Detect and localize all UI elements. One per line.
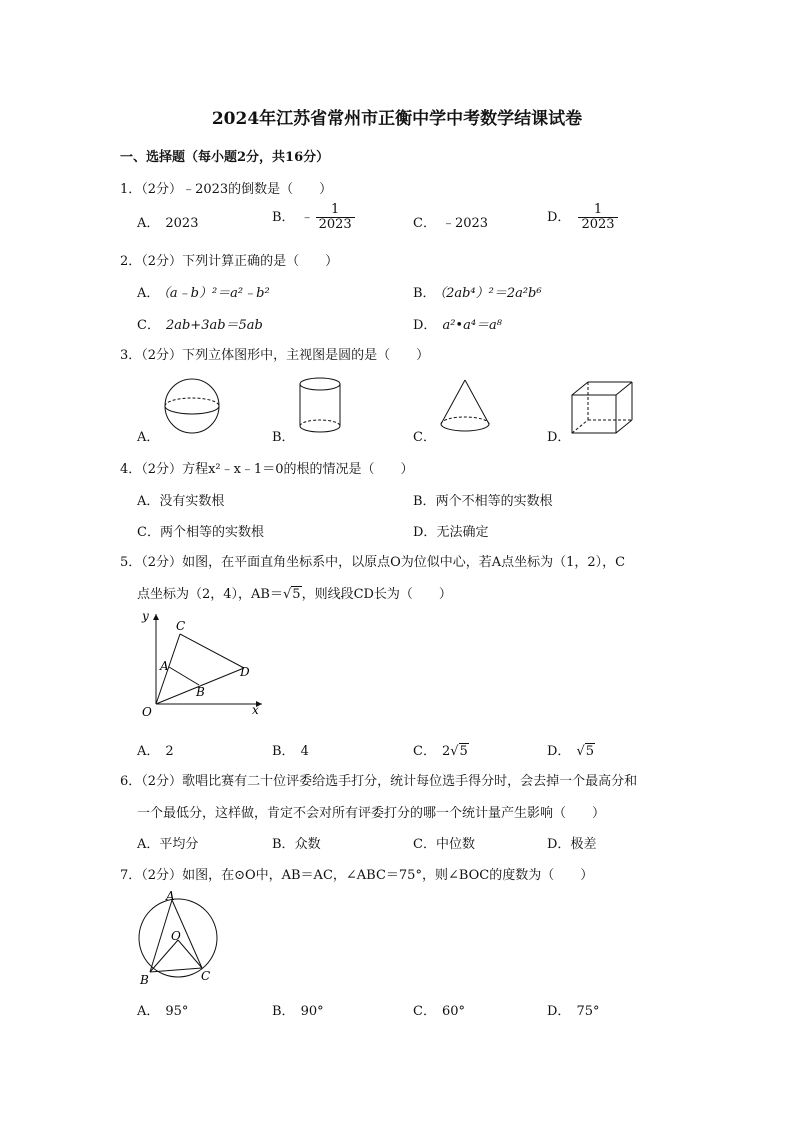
label-b: B xyxy=(196,685,205,699)
question-5: 5．（2分）如图，在平面直角坐标系中，以原点O为位似中心，若A点坐标为（1，2），C xyxy=(120,555,626,570)
cylinder-icon xyxy=(296,376,350,438)
q7-option-d[interactable]: D． 75° xyxy=(547,1004,600,1019)
q5-option-c[interactable]: C． 2√5 xyxy=(413,744,468,759)
label-y: y xyxy=(142,609,149,623)
question-7: 7．（2分）如图，在⊙O中，AB＝AC，∠ABC＝75°，则∠BOC的度数为（ ） xyxy=(120,868,594,883)
fraction: $\frac{1}{2023}$ xyxy=(578,203,617,232)
q4-option-c[interactable]: C．两个相等的实数根 xyxy=(137,525,264,540)
q5-option-d[interactable]: D． √5 xyxy=(547,744,595,759)
q1-option-c[interactable]: C． ﹣2023 xyxy=(413,216,489,231)
cube-icon xyxy=(568,378,636,438)
label-c: C xyxy=(201,969,211,983)
question-4: 4．（2分）方程x²﹣x﹣1＝0的根的情况是（ ） xyxy=(120,462,414,477)
circle-figure xyxy=(134,888,226,988)
q2-option-b[interactable]: B． （2ab⁴）²＝2a²b⁶ xyxy=(413,286,542,301)
question-6-line2: 一个最低分，这样做，肯定不会对所有评委打分的哪一个统计量产生影响（ ） xyxy=(137,806,606,821)
q6-option-b[interactable]: B．众数 xyxy=(272,837,321,852)
label-a: A xyxy=(160,659,169,673)
label-a: A xyxy=(166,889,175,903)
q3-option-d[interactable]: D． xyxy=(547,430,571,445)
q4-option-a[interactable]: A．没有实数根 xyxy=(137,494,225,509)
q1-option-d[interactable]: D． $\frac{1}{2023}$ xyxy=(547,203,618,232)
question-3: 3．（2分）下列立体图形中，主视图是圆的是（ ） xyxy=(120,348,430,363)
q4-option-b[interactable]: B．两个不相等的实数根 xyxy=(413,494,553,509)
sphere-icon xyxy=(160,378,230,438)
question-stem: ﹣2023的倒数是（ ） xyxy=(182,182,333,197)
label-b: B xyxy=(140,973,149,987)
q2-option-d[interactable]: D． a²•a⁴＝a⁸ xyxy=(413,318,502,333)
label-c: C xyxy=(176,619,186,633)
question-number: 1． xyxy=(120,182,142,197)
label-o: O xyxy=(142,705,152,719)
q3-option-c[interactable]: C． xyxy=(413,430,436,445)
label-x: x xyxy=(252,703,259,717)
cone-icon xyxy=(436,376,496,438)
q3-option-b[interactable]: B． xyxy=(272,430,295,445)
q7-option-b[interactable]: B． 90° xyxy=(272,1004,324,1019)
section-heading: 一、选择题（每小题2分，共16分） xyxy=(120,150,330,165)
page-title: 2024年江苏省常州市正衡中学中考数学结课试卷 xyxy=(211,109,583,129)
question-5-line2: 点坐标为（2，4），AB＝√5，则线段CD长为（ ） xyxy=(137,587,452,602)
q4-option-d[interactable]: D．无法确定 xyxy=(413,525,489,540)
q3-option-a[interactable]: A． xyxy=(137,430,160,445)
q2-option-c[interactable]: C． 2ab+3ab＝5ab xyxy=(137,318,263,333)
question-score: （2分） xyxy=(141,182,183,197)
q7-option-c[interactable]: C． 60° xyxy=(413,1004,465,1019)
label-o: O xyxy=(171,929,181,943)
sqrt: √5 xyxy=(282,587,301,602)
label-d: D xyxy=(240,665,250,679)
question-2: 2．（2分）下列计算正确的是（ ） xyxy=(120,254,339,269)
q1-option-a[interactable]: A． 2023 xyxy=(137,216,199,231)
fraction: $\frac{1}{2023}$ xyxy=(316,203,355,232)
q6-option-d[interactable]: D．极差 xyxy=(547,837,597,852)
q7-option-a[interactable]: A． 95° xyxy=(137,1004,189,1019)
sqrt: √5 xyxy=(576,744,595,759)
question-1 xyxy=(120,178,332,197)
q5-option-b[interactable]: B． 4 xyxy=(272,744,309,759)
sqrt: √5 xyxy=(450,744,468,759)
q6-option-c[interactable]: C．中位数 xyxy=(413,837,475,852)
coordinate-figure xyxy=(136,606,268,722)
question-6: 6．（2分）歌唱比赛有二十位评委给选手打分，统计每位选手得分时，会去掉一个最高分和 xyxy=(120,774,638,789)
q6-option-a[interactable]: A．平均分 xyxy=(137,837,199,852)
q2-option-a[interactable]: A． （a﹣b）²＝a²﹣b² xyxy=(137,286,270,301)
q5-option-a[interactable]: A． 2 xyxy=(137,744,174,759)
q1-option-b[interactable]: B． ﹣ $\frac{1}{2023}$ xyxy=(272,203,355,232)
